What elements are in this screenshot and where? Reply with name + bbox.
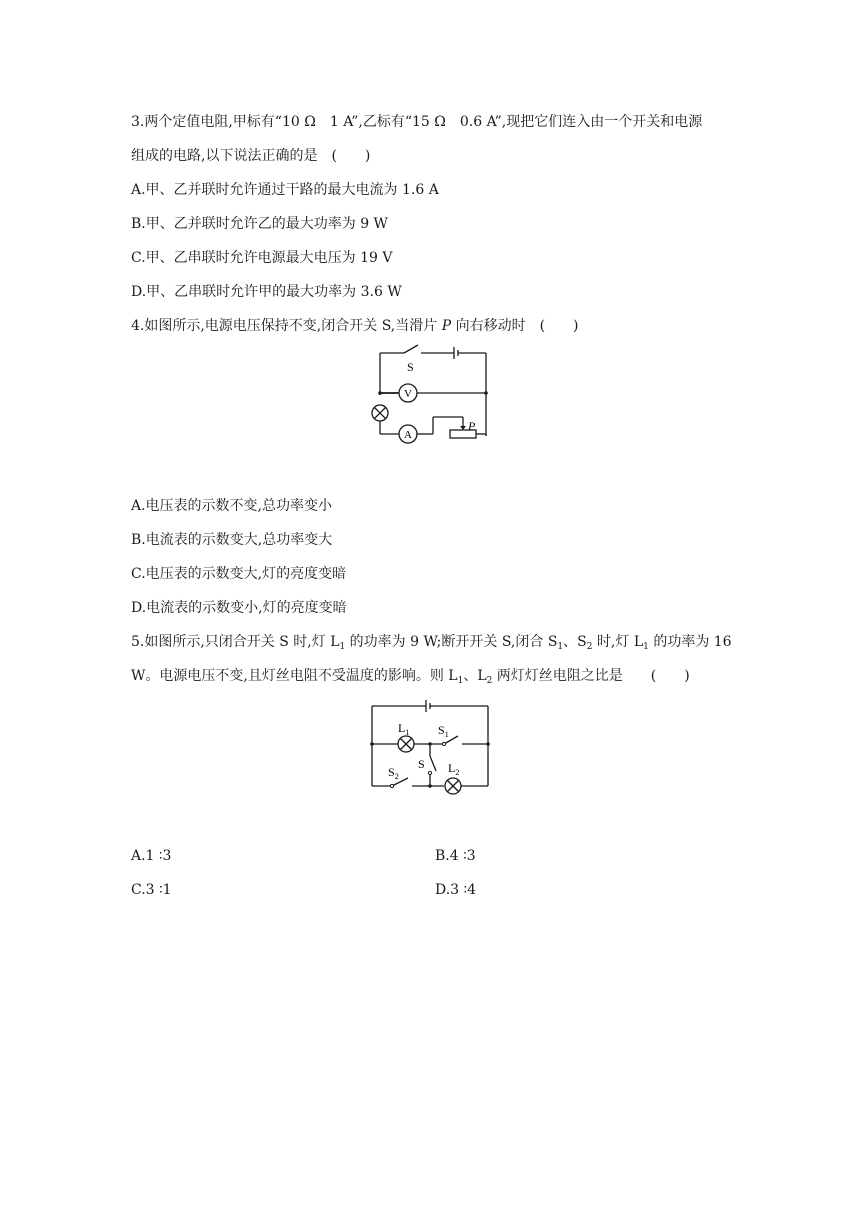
q5-s1-label: $S_1$ bbox=[438, 723, 449, 739]
q5-sub: 1 bbox=[557, 642, 564, 652]
q5-text: 、S bbox=[563, 634, 587, 650]
q5-option-c: C.3 ∶1 bbox=[131, 882, 172, 898]
q4-option-b: B.电流表的示数变大,总功率变大 bbox=[131, 532, 333, 548]
q5-option-a: A.1 ∶3 bbox=[131, 848, 172, 864]
q3-stem-line1: 3.两个定值电阻,甲标有“10 Ω 1 A”,乙标有“15 Ω 0.6 A”,现把它们连入由一个开关和电源 bbox=[131, 114, 703, 130]
q4-voltmeter-label: V bbox=[404, 388, 412, 400]
q5-stem-line1 bbox=[131, 632, 732, 652]
q4-switch-label: S bbox=[407, 360, 414, 374]
q5-text: 两灯灯丝电阻之比是 ( ) bbox=[492, 668, 690, 684]
q5-sub: 1 bbox=[457, 676, 464, 686]
q5-stem-line2 bbox=[131, 666, 690, 686]
q5-sub: 2 bbox=[586, 642, 593, 652]
q5-text: W。电源电压不变,且灯丝电阻不受温度的影响。则 L bbox=[131, 668, 458, 684]
q4-option-c: C.电压表的示数变大,灯的亮度变暗 bbox=[131, 566, 347, 582]
q4-stem-pre: 4.如图所示,电源电压保持不变,闭合开关 S,当滑片 bbox=[131, 318, 442, 334]
q5-option-d: D.3 ∶4 bbox=[435, 882, 477, 898]
q5-s2-label: $S_2$ bbox=[388, 765, 399, 781]
q5-sub: 1 bbox=[643, 642, 649, 652]
q5-sub: 1 bbox=[339, 642, 346, 652]
q4-stem bbox=[131, 316, 579, 336]
q5-text: 时,灯 L bbox=[592, 634, 644, 650]
q5-text: 5.如图所示,只闭合开关 S 时,灯 L bbox=[131, 634, 340, 650]
q4-slider-label: P bbox=[468, 419, 476, 433]
q4-option-d: D.电流表的示数变小,灯的亮度变暗 bbox=[131, 600, 347, 616]
q5-s-label: S bbox=[418, 757, 425, 771]
q3-option-c: C.甲、乙串联时允许电源最大电压为 19 V bbox=[131, 250, 393, 266]
q4-stem-var: P bbox=[441, 318, 452, 334]
q3-stem-line2: 组成的电路,以下说法正确的是 ( ) bbox=[131, 148, 371, 164]
q3-option-a: A.甲、乙并联时允许通过干路的最大电流为 1.6 A bbox=[131, 182, 439, 198]
q3-option-d: D.甲、乙串联时允许甲的最大功率为 3.6 W bbox=[131, 284, 402, 300]
q4-stem-post: 向右移动时 ( ) bbox=[451, 318, 579, 334]
q5-text: 的功率为 16 bbox=[648, 634, 732, 650]
q5-l2-label: $L_2$ bbox=[448, 761, 460, 777]
q5-l1-label: $L_1$ bbox=[398, 721, 410, 737]
q5-circuit-diagram bbox=[362, 694, 498, 800]
q4-ammeter-label: A bbox=[404, 429, 412, 441]
q5-sub: 2 bbox=[486, 676, 493, 686]
q4-circuit-diagram bbox=[360, 340, 500, 452]
q4-option-a: A.电压表的示数不变,总功率变小 bbox=[131, 498, 333, 514]
q5-option-b: B.4 ∶3 bbox=[435, 848, 476, 864]
q3-option-b: B.甲、乙并联时允许乙的最大功率为 9 W bbox=[131, 216, 388, 232]
q5-text: 的功率为 9 W;断开开关 S,闭合 S bbox=[345, 634, 558, 650]
q5-text: 、L bbox=[463, 668, 487, 684]
